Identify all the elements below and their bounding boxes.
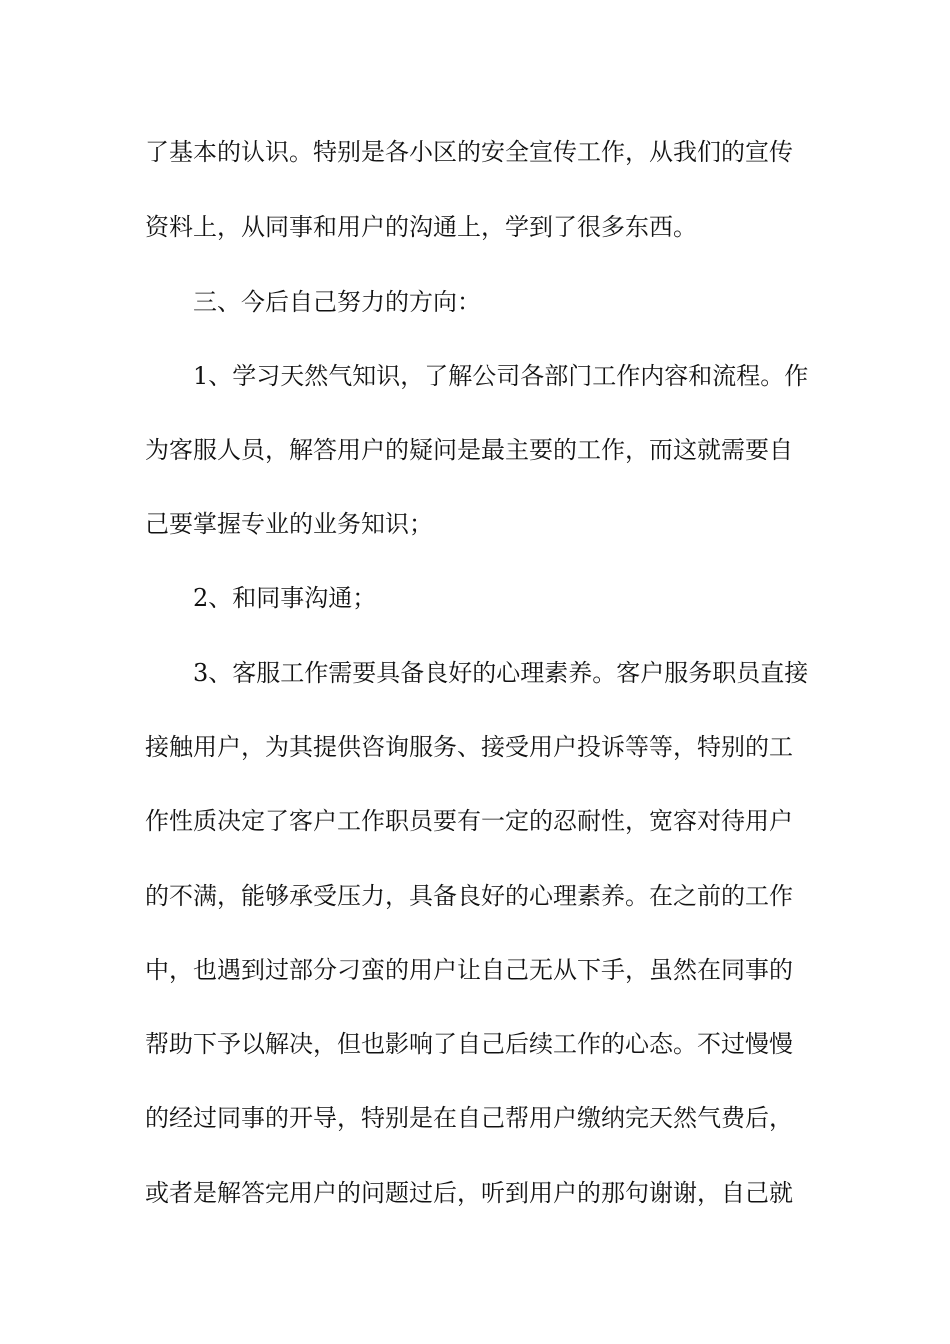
body-line-7: 2、和同事沟通； xyxy=(193,584,377,612)
body-line-9: 接触用户，为其提供咨询服务、接受用户投诉等等，特别的工 xyxy=(145,733,793,761)
body-line-10: 作性质决定了客户工作职员要有一定的忍耐性，宽容对待用户 xyxy=(145,807,793,835)
body-line-6: 己要掌握专业的业务知识； xyxy=(145,510,433,538)
body-line-13: 帮助下予以解决，但也影响了自己后续工作的心态。不过慢慢 xyxy=(145,1030,793,1058)
body-line-14: 的经过同事的开导，特别是在自己帮用户缴纳完天然气费后， xyxy=(145,1104,793,1132)
body-line-8: 3、客服工作需要具备良好的心理素养。客户服务职员直接 xyxy=(193,659,809,687)
body-line-4: 1、学习天然气知识，了解公司各部门工作内容和流程。作 xyxy=(193,362,809,390)
body-line-12: 中，也遇到过部分刁蛮的用户让自己无从下手，虽然在同事的 xyxy=(145,956,793,984)
body-line-5: 为客服人员，解答用户的疑问是最主要的工作，而这就需要自 xyxy=(145,436,793,464)
body-line-11: 的不满，能够承受压力，具备良好的心理素养。在之前的工作 xyxy=(145,882,793,910)
body-line-15: 或者是解答完用户的问题过后，听到用户的那句谢谢，自己就 xyxy=(145,1179,793,1207)
body-line-1: 了基本的认识。特别是各小区的安全宣传工作，从我们的宣传 xyxy=(145,138,793,166)
body-line-2: 资料上，从同事和用户的沟通上，学到了很多东西。 xyxy=(145,213,697,241)
section-heading: 三、今后自己努力的方向： xyxy=(193,288,481,316)
